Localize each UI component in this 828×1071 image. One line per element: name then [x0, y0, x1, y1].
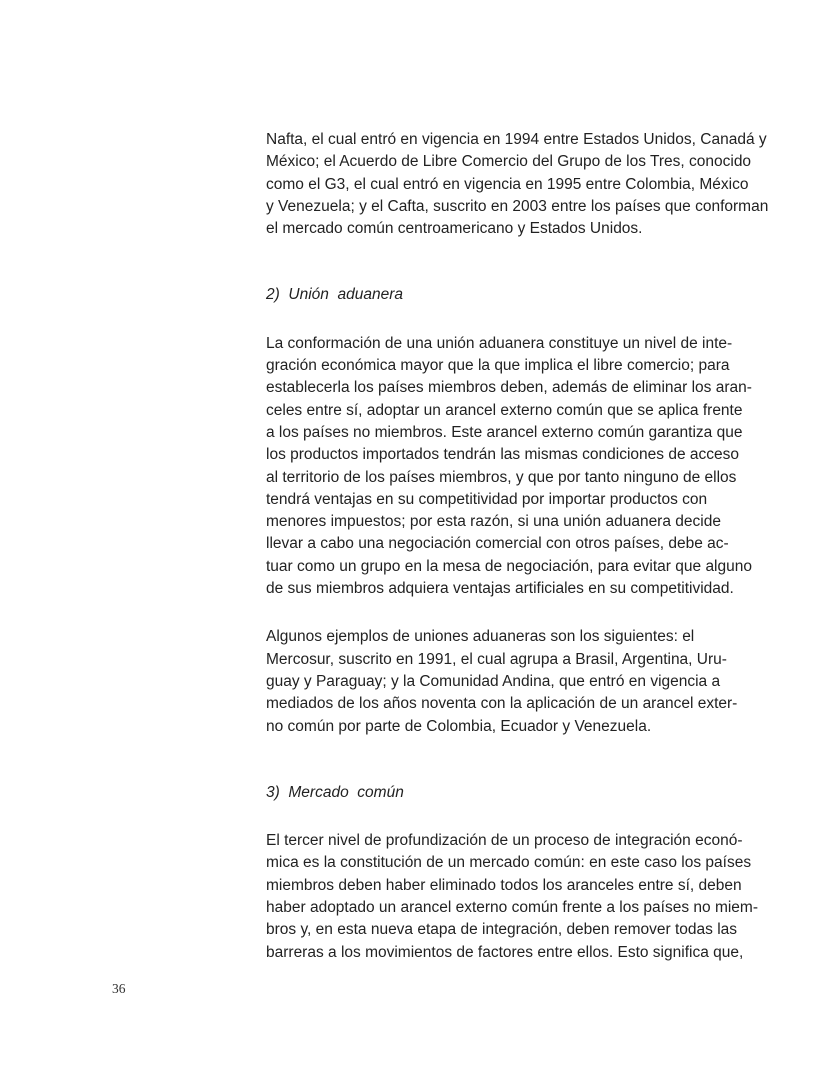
text-line: menores impuestos; por esta razón, si una unión aduanera decide: [266, 513, 721, 531]
text-line: llevar a cabo una negociación comercial con otros países, debe ac-: [266, 535, 729, 553]
text-line: el mercado común centroamericano y Estados Unidos.: [266, 220, 643, 238]
text-line: bros y, en esta nueva etapa de integración, deben remover todas las: [266, 921, 738, 939]
text-column: [266, 129, 769, 964]
paragraph-customs-union-examples: [266, 626, 738, 737]
text-line: celes entre sí, adoptar un arancel externo común que se aplica frente: [266, 401, 743, 419]
text-line: gración económica mayor que la que implica el libre comercio; para: [266, 357, 730, 375]
text-line: Nafta, el cual entró en vigencia en 1994 entre Estados Unidos, Canadá y: [266, 131, 767, 148]
text-line: Algunos ejemplos de uniones aduaneras son los siguientes: el: [266, 628, 695, 646]
text-line: tendrá ventajas en su competitividad por importar productos con: [266, 490, 708, 508]
text-line: La conformación de una unión aduanera constituye un nivel de inte-: [266, 334, 733, 352]
text-line: El tercer nivel de profundización de un proceso de integración econó-: [266, 832, 743, 850]
text-line: guay y Paraguay; y la Comunidad Andina, que entró en vigencia a: [266, 672, 721, 690]
text-line: mica es la constitución de un mercado común: en este caso los países: [266, 854, 752, 872]
section-heading-common-market: 3) Mercado común: [266, 783, 404, 801]
text-line: haber adoptado un arancel externo común frente a los países no miem-: [266, 899, 758, 917]
text-line: como el G3, el cual entró en vigencia en 1995 entre Colombia, México: [266, 175, 749, 193]
paragraph-common-market: [266, 830, 758, 964]
text-line: no común por parte de Colombia, Ecuador y Venezuela.: [266, 717, 652, 735]
text-line: a los países no miembros. Este arancel externo común garantiza que: [266, 423, 743, 441]
text-line: establecerla los países miembros deben, además de eliminar los aran-: [266, 379, 752, 397]
text-line: los productos importados tendrán las mismas condiciones de acceso: [266, 446, 739, 464]
text-line: miembros deben haber eliminado todos los aranceles entre sí, deben: [266, 876, 742, 894]
paragraph-free-trade-examples: [266, 129, 769, 240]
text-line: mediados de los años noventa con la aplicación de un arancel exter-: [266, 695, 738, 713]
text-line: México; el Acuerdo de Libre Comercio del Grupo de los Tres, conocido: [266, 153, 752, 171]
paragraph-customs-union: [266, 333, 752, 601]
text-line: tuar como un grupo en la mesa de negociación, para evitar que alguno: [266, 557, 752, 575]
text-line: y Venezuela; y el Cafta, suscrito en 2003 entre los países que conforman: [266, 197, 769, 215]
text-line: al territorio de los países miembros, y que por tanto ninguno de ellos: [266, 468, 737, 486]
text-line: de sus miembros adquiera ventajas artificiales en su competitividad.: [266, 580, 734, 598]
section-heading-customs-union: 2) Unión aduanera: [266, 286, 404, 304]
text-line: barreras a los movimientos de factores entre ellos. Esto significa que,: [266, 943, 744, 961]
text-line: Mercosur, suscrito en 1991, el cual agrupa a Brasil, Argentina, Uru-: [266, 650, 727, 668]
page-number: 36: [112, 981, 126, 996]
